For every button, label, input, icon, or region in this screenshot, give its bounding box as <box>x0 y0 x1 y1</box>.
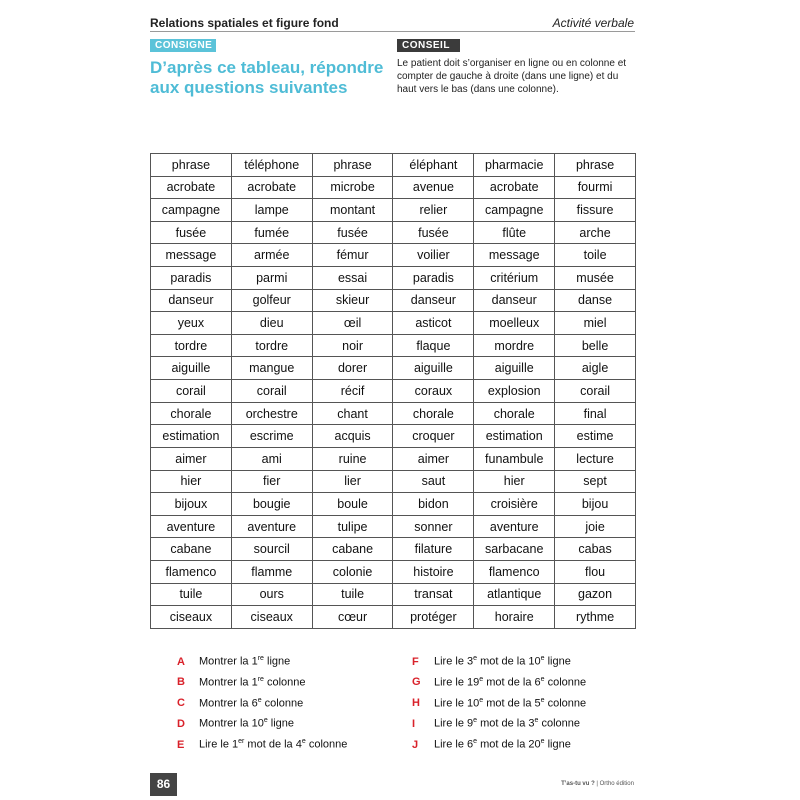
table-cell: rythme <box>555 606 636 629</box>
table-cell: fumée <box>231 221 312 244</box>
table-cell: message <box>151 244 232 267</box>
table-cell: acrobate <box>474 176 555 199</box>
table-cell: campagne <box>474 199 555 222</box>
table-cell: mordre <box>474 334 555 357</box>
table-cell: essai <box>312 267 393 290</box>
table-cell: parmi <box>231 267 312 290</box>
question-item <box>412 649 586 670</box>
table-row <box>151 493 636 516</box>
question-ordinal-suffix: e <box>263 717 268 725</box>
consigne-instruction: D’après ce tableau, répondre aux questions suivantes <box>150 58 384 97</box>
table-row <box>151 357 636 380</box>
table-cell: aventure <box>151 515 232 538</box>
question-ordinal-suffix: e <box>540 675 545 683</box>
table-cell: skieur <box>312 289 393 312</box>
table-cell: bidon <box>393 493 474 516</box>
questions-left-column <box>177 649 347 753</box>
table-cell: fusée <box>312 221 393 244</box>
footer-credits <box>561 781 634 787</box>
table-cell: récif <box>312 380 393 403</box>
table-cell: acrobate <box>231 176 312 199</box>
table-cell: tordre <box>231 334 312 357</box>
table-row <box>151 560 636 583</box>
table-cell: paradis <box>393 267 474 290</box>
table-cell: aigle <box>555 357 636 380</box>
table-cell: critérium <box>474 267 555 290</box>
question-text-middle: mot de la 3 <box>477 718 535 731</box>
table-cell: montant <box>312 199 393 222</box>
question-letter: J <box>412 738 419 751</box>
table-cell: campagne <box>151 199 232 222</box>
questions-right-column <box>412 649 586 753</box>
table-cell: moelleux <box>474 312 555 335</box>
question-item <box>412 670 586 691</box>
question-text-start: Lire le 9 <box>434 718 474 731</box>
question-ordinal-suffix: e <box>479 675 484 683</box>
table-cell: flamenco <box>474 560 555 583</box>
table-cell: ciseaux <box>151 606 232 629</box>
question-letter: E <box>177 738 185 751</box>
question-text-middle: ligne <box>267 718 295 731</box>
table-cell: corail <box>231 380 312 403</box>
table-row <box>151 267 636 290</box>
table-cell: fier <box>231 470 312 493</box>
question-item <box>177 649 347 670</box>
table-cell: saut <box>393 470 474 493</box>
consigne-tag: CONSIGNE <box>150 39 216 52</box>
table-cell: explosion <box>474 380 555 403</box>
table-cell: final <box>555 402 636 425</box>
question-text-start: Lire le 1 <box>199 738 239 751</box>
question-ordinal-suffix: e <box>257 696 262 704</box>
question-ordinal-suffix: e <box>473 717 478 725</box>
table-cell: filature <box>393 538 474 561</box>
question-item <box>412 691 586 712</box>
table-row <box>151 312 636 335</box>
table-cell: avenue <box>393 176 474 199</box>
table-cell: croquer <box>393 425 474 448</box>
table-row <box>151 425 636 448</box>
word-grid <box>150 153 636 629</box>
question-text-start: Montrer la 1 <box>199 676 258 689</box>
question-letter: A <box>177 655 185 668</box>
question-text-start: Montrer la 1 <box>199 655 258 668</box>
question-text-middle: mot de la 10 <box>477 655 541 668</box>
table-cell: lampe <box>231 199 312 222</box>
question-ordinal-suffix: e <box>540 738 545 746</box>
table-cell: bougie <box>231 493 312 516</box>
question-letter: F <box>412 655 419 668</box>
table-cell: aiguille <box>474 357 555 380</box>
table-row <box>151 447 636 470</box>
table-cell: fusée <box>151 221 232 244</box>
table-cell: lier <box>312 470 393 493</box>
table-cell: cabane <box>151 538 232 561</box>
table-cell: aiguille <box>393 357 474 380</box>
question-text-middle: mot de la 6 <box>483 676 541 689</box>
table-row <box>151 176 636 199</box>
question-text-start: Lire le 19 <box>434 676 480 689</box>
table-cell: hier <box>151 470 232 493</box>
table-cell: ours <box>231 583 312 606</box>
table-cell: paradis <box>151 267 232 290</box>
table-cell: phrase <box>312 154 393 177</box>
table-cell: dieu <box>231 312 312 335</box>
question-ordinal-suffix: e <box>540 696 545 704</box>
question-text-end: colonne <box>544 676 587 689</box>
question-ordinal-suffix: e <box>301 738 306 746</box>
footer-book-title: T’as-tu vu ? <box>561 781 595 787</box>
table-cell: fémur <box>312 244 393 267</box>
question-letter: H <box>412 697 420 710</box>
table-cell: ciseaux <box>231 606 312 629</box>
table-cell: danseur <box>474 289 555 312</box>
table-row <box>151 470 636 493</box>
table-cell: cabas <box>555 538 636 561</box>
table-cell: œil <box>312 312 393 335</box>
table-row <box>151 606 636 629</box>
table-cell: phrase <box>151 154 232 177</box>
table-cell: flûte <box>474 221 555 244</box>
table-cell: musée <box>555 267 636 290</box>
question-ordinal-suffix: re <box>257 675 264 683</box>
question-text-middle: mot de la 20 <box>477 738 541 751</box>
table-cell: estime <box>555 425 636 448</box>
table-cell: protéger <box>393 606 474 629</box>
table-cell: chorale <box>393 402 474 425</box>
table-cell: belle <box>555 334 636 357</box>
table-cell: armée <box>231 244 312 267</box>
table-cell: sept <box>555 470 636 493</box>
table-cell: bijou <box>555 493 636 516</box>
table-cell: tuile <box>312 583 393 606</box>
table-cell: dorer <box>312 357 393 380</box>
question-item <box>177 670 347 691</box>
table-row <box>151 402 636 425</box>
table-cell: tuile <box>151 583 232 606</box>
table-row <box>151 515 636 538</box>
table-cell: acrobate <box>151 176 232 199</box>
question-letter: B <box>177 676 185 689</box>
table-cell: chorale <box>474 402 555 425</box>
question-text-end: colonne <box>305 738 348 751</box>
table-cell: tordre <box>151 334 232 357</box>
table-cell: croisière <box>474 493 555 516</box>
question-text-end: colonne <box>538 718 581 731</box>
header-activity-type: Activité verbale <box>552 16 634 30</box>
table-cell: asticot <box>393 312 474 335</box>
table-cell: cabane <box>312 538 393 561</box>
question-text-middle: ligne <box>263 655 291 668</box>
table-cell: aimer <box>151 447 232 470</box>
word-grid-body <box>151 154 636 629</box>
table-row <box>151 380 636 403</box>
question-letter: G <box>412 676 421 689</box>
table-cell: horaire <box>474 606 555 629</box>
table-cell: corail <box>555 380 636 403</box>
table-row <box>151 334 636 357</box>
table-cell: flamme <box>231 560 312 583</box>
table-cell: funambule <box>474 447 555 470</box>
table-cell: danseur <box>151 289 232 312</box>
table-row <box>151 199 636 222</box>
question-letter: D <box>177 718 185 731</box>
table-cell: aventure <box>474 515 555 538</box>
table-cell: fusée <box>393 221 474 244</box>
table-cell: sarbacane <box>474 538 555 561</box>
question-ordinal-suffix: er <box>238 738 245 746</box>
table-row <box>151 221 636 244</box>
question-text-middle: colonne <box>263 676 306 689</box>
question-item <box>412 711 586 732</box>
table-row <box>151 289 636 312</box>
table-row <box>151 583 636 606</box>
table-cell: orchestre <box>231 402 312 425</box>
table-cell: message <box>474 244 555 267</box>
question-ordinal-suffix: e <box>534 717 539 725</box>
question-letter: I <box>412 718 416 731</box>
question-item <box>177 691 347 712</box>
conseil-advice: Le patient doit s’organiser en ligne ou en colonne et compter de gauche à droite (dans une ligne) et du haut vers le bas (dans une colonne). <box>397 58 627 95</box>
table-cell: hier <box>474 470 555 493</box>
table-cell: yeux <box>151 312 232 335</box>
question-text-start: Lire le 10 <box>434 697 480 710</box>
question-text-end: ligne <box>544 655 571 668</box>
table-cell: phrase <box>555 154 636 177</box>
table-cell: microbe <box>312 176 393 199</box>
question-ordinal-suffix: e <box>473 655 478 662</box>
header-section-title: Relations spatiales et figure fond <box>150 16 339 30</box>
question-item <box>177 711 347 732</box>
table-row <box>151 244 636 267</box>
table-cell: danse <box>555 289 636 312</box>
table-cell: mangue <box>231 357 312 380</box>
table-cell: colonie <box>312 560 393 583</box>
question-ordinal-suffix: e <box>473 738 478 746</box>
table-cell: coraux <box>393 380 474 403</box>
table-cell: voilier <box>393 244 474 267</box>
question-text-middle: colonne <box>261 697 304 710</box>
table-cell: ami <box>231 447 312 470</box>
table-cell: transat <box>393 583 474 606</box>
table-cell: téléphone <box>231 154 312 177</box>
page-number: 86 <box>150 773 177 796</box>
table-cell: flaque <box>393 334 474 357</box>
table-cell: atlantique <box>474 583 555 606</box>
table-cell: pharmacie <box>474 154 555 177</box>
table-cell: histoire <box>393 560 474 583</box>
table-cell: flou <box>555 560 636 583</box>
table-cell: fourmi <box>555 176 636 199</box>
header-divider <box>150 31 635 32</box>
table-cell: golfeur <box>231 289 312 312</box>
table-cell: flamenco <box>151 560 232 583</box>
table-cell: aventure <box>231 515 312 538</box>
question-text-start: Montrer la 6 <box>199 697 258 710</box>
table-cell: chorale <box>151 402 232 425</box>
table-cell: miel <box>555 312 636 335</box>
question-item <box>177 732 347 753</box>
question-ordinal-suffix: e <box>540 655 545 662</box>
table-cell: danseur <box>393 289 474 312</box>
table-cell: relier <box>393 199 474 222</box>
table-cell: éléphant <box>393 154 474 177</box>
question-letter: C <box>177 697 185 710</box>
table-cell: corail <box>151 380 232 403</box>
table-cell: tulipe <box>312 515 393 538</box>
table-cell: acquis <box>312 425 393 448</box>
conseil-tag: CONSEIL <box>397 39 460 52</box>
table-cell: estimation <box>474 425 555 448</box>
question-text-middle: mot de la 4 <box>244 738 302 751</box>
table-cell: sonner <box>393 515 474 538</box>
table-cell: noir <box>312 334 393 357</box>
table-cell: lecture <box>555 447 636 470</box>
table-cell: escrime <box>231 425 312 448</box>
question-ordinal-suffix: re <box>257 655 264 662</box>
question-item <box>412 732 586 753</box>
table-cell: joie <box>555 515 636 538</box>
question-ordinal-suffix: e <box>479 696 484 704</box>
question-text-start: Montrer la 10 <box>199 718 264 731</box>
footer-publisher: | Ortho édition <box>596 781 634 787</box>
table-cell: estimation <box>151 425 232 448</box>
table-cell: bijoux <box>151 493 232 516</box>
question-text-end: colonne <box>544 697 587 710</box>
table-cell: ruine <box>312 447 393 470</box>
table-cell: boule <box>312 493 393 516</box>
table-row <box>151 538 636 561</box>
question-text-start: Lire le 6 <box>434 738 474 751</box>
question-text-end: ligne <box>544 738 571 751</box>
question-text-start: Lire le 3 <box>434 655 474 668</box>
table-cell: chant <box>312 402 393 425</box>
table-cell: sourcil <box>231 538 312 561</box>
table-cell: aiguille <box>151 357 232 380</box>
table-cell: gazon <box>555 583 636 606</box>
table-row <box>151 154 636 177</box>
table-cell: aimer <box>393 447 474 470</box>
table-cell: cœur <box>312 606 393 629</box>
question-text-middle: mot de la 5 <box>483 697 541 710</box>
table-cell: fissure <box>555 199 636 222</box>
table-cell: toile <box>555 244 636 267</box>
table-cell: arche <box>555 221 636 244</box>
